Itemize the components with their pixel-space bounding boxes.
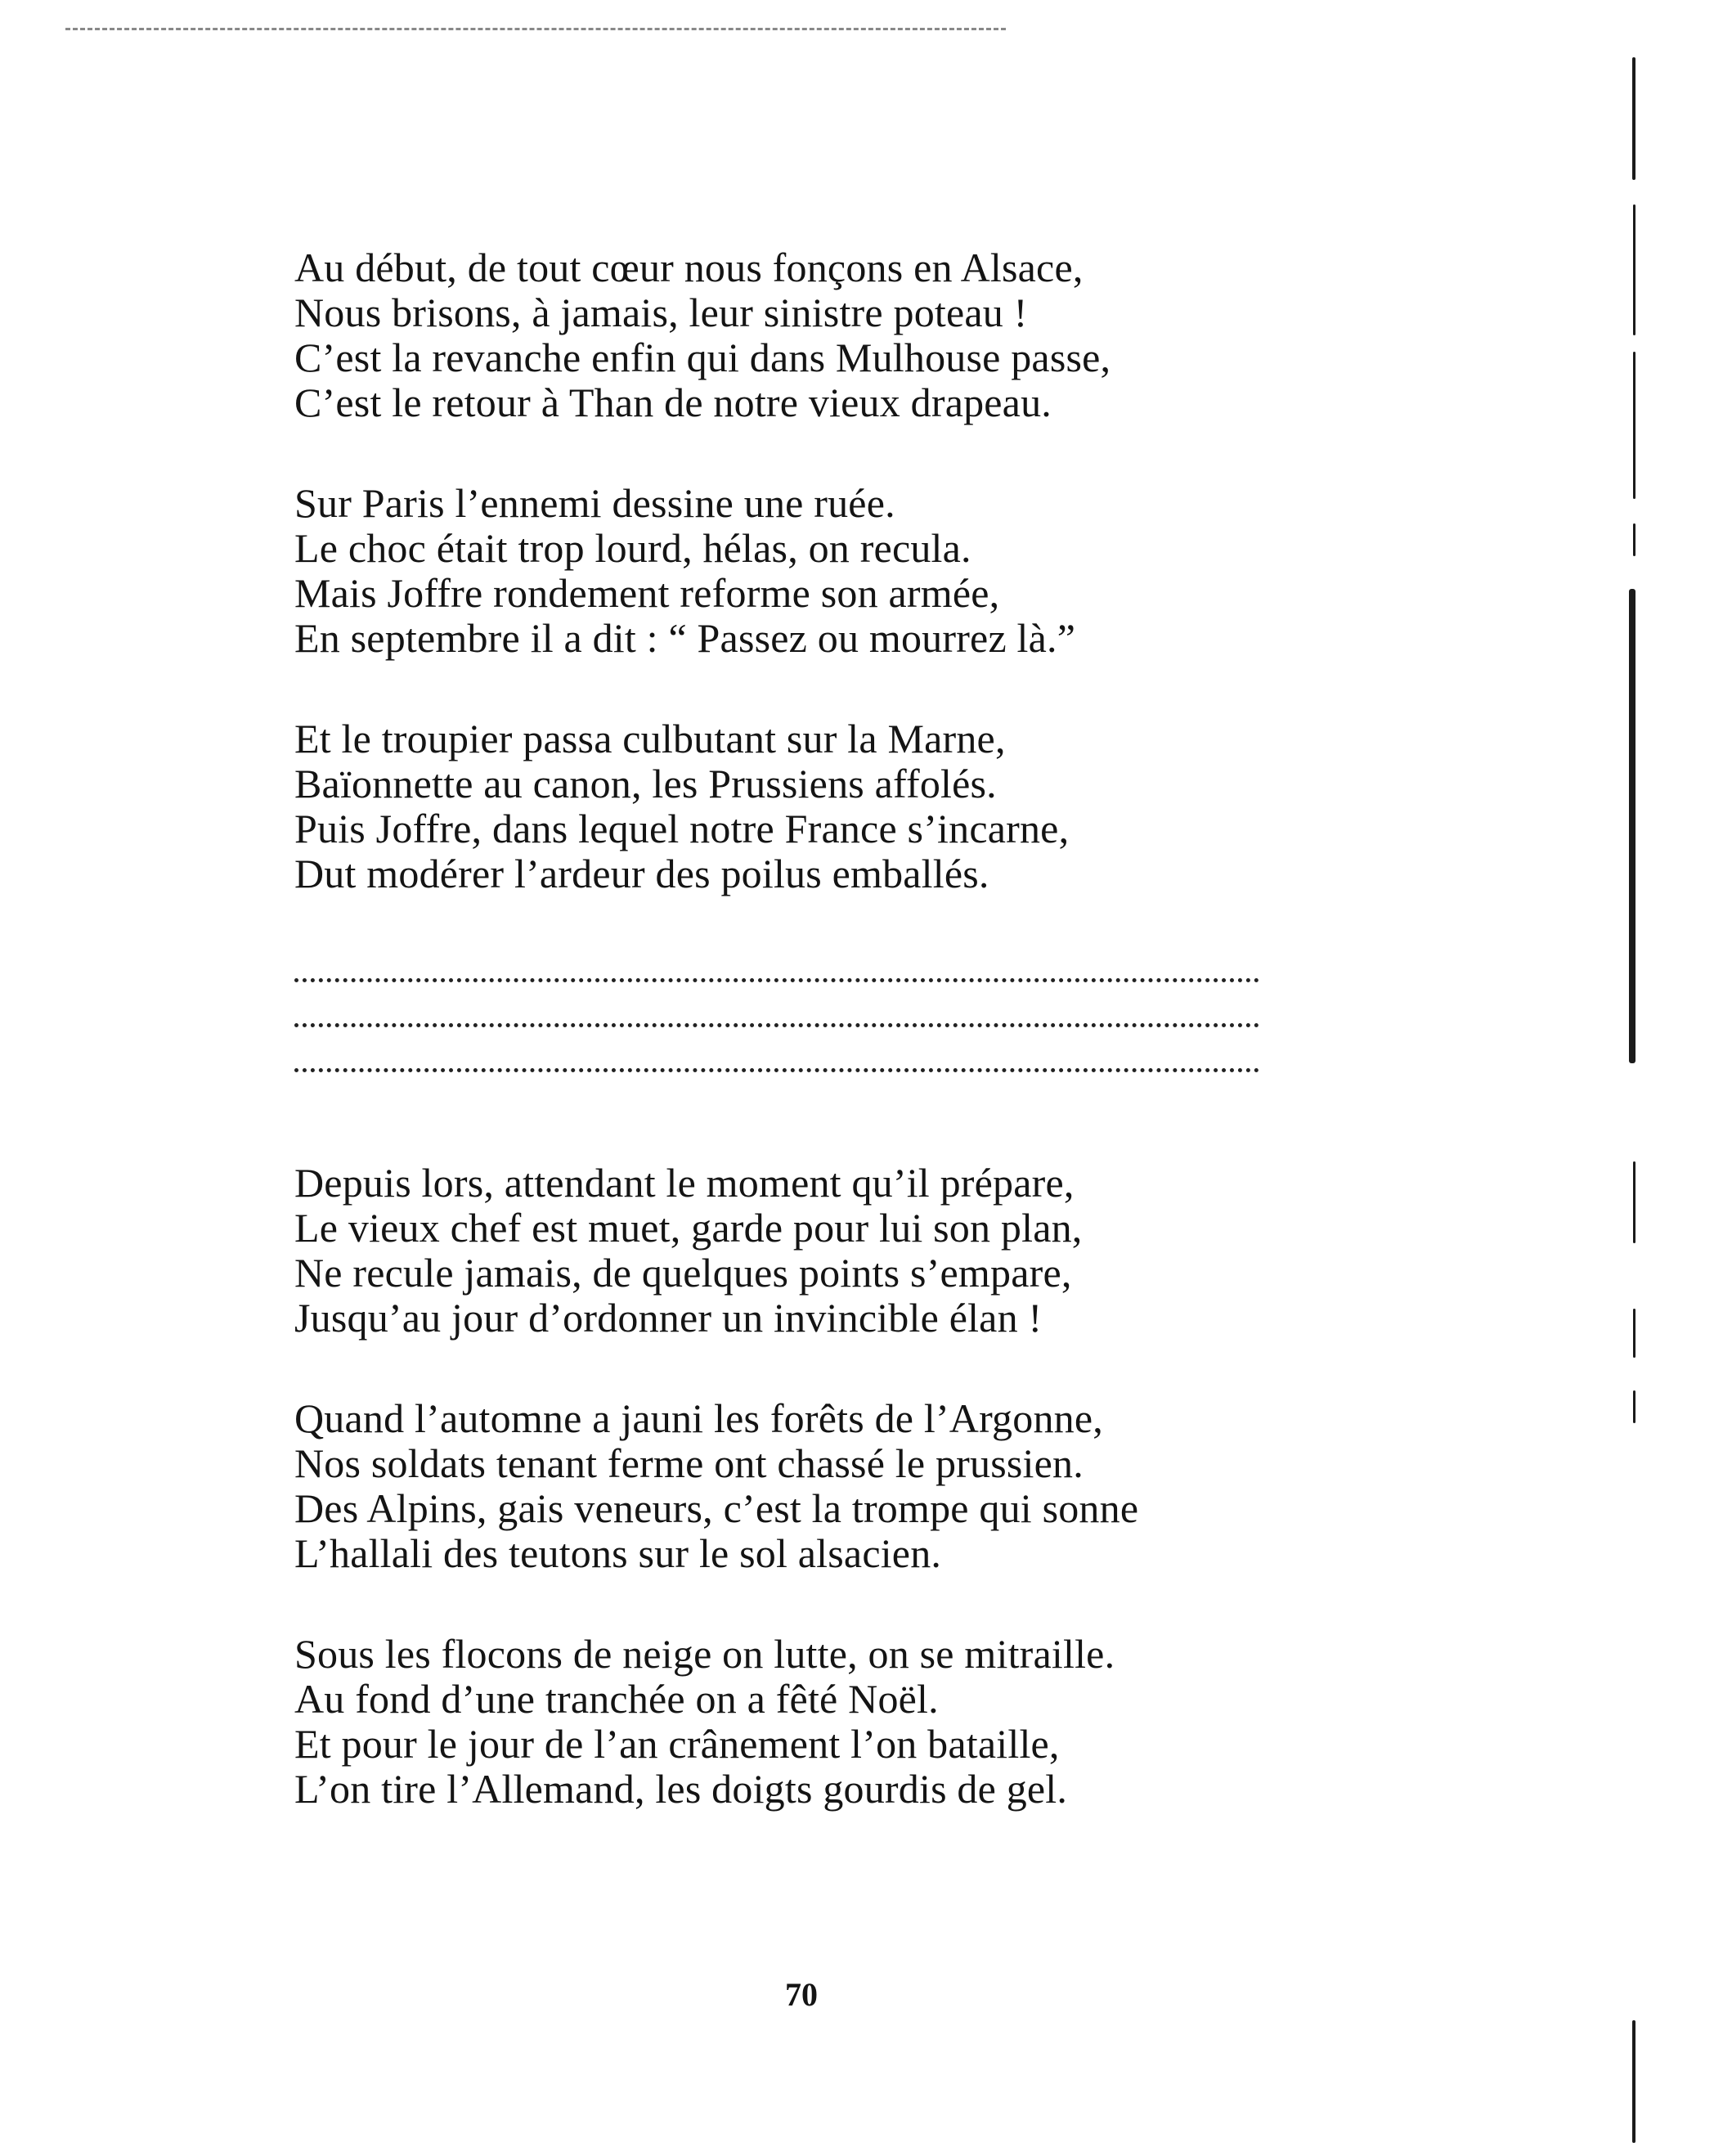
scan-edge-mark [1633,352,1635,499]
omitted-verse-ellipsis [294,952,1407,1087]
ellipsis-row [294,1042,1259,1087]
stanza [294,245,1407,425]
stanza [294,481,1407,661]
poem-text [294,245,1407,1867]
stanzas-before-break [294,245,1407,896]
verse-line: En septembre il a dit : “ Passez ou mourrez là.” [294,615,1076,661]
verse-line: Jusqu’au jour d’ordonner un invincible élan ! [294,1295,1043,1341]
scan-edge-mark [1632,57,1635,180]
verse-line: Sur Paris l’ennemi dessine une ruée. [294,480,895,526]
verse-line: Puis Joffre, dans lequel notre France s’incarne, [294,806,1070,851]
verse-line: Sous les flocons de neige on lutte, on se mitraille. [294,1631,1115,1677]
page-number: 70 [785,1976,818,2013]
verse-line: Nous brisons, à jamais, leur sinistre poteau ! [294,290,1028,335]
ellipsis-row [294,997,1259,1042]
stanza [294,1632,1407,1812]
verse-line: Le vieux chef est muet, garde pour lui son plan, [294,1205,1083,1251]
verse-line: Baïonnette au canon, les Prussiens affolés. [294,761,997,806]
stanza [294,716,1407,896]
scan-edge-mark [1633,1161,1635,1243]
scan-edge-mark [1633,1309,1635,1358]
verse-line: Au fond d’une tranchée on a fêté Noël. [294,1676,939,1722]
verse-line: Et pour le jour de l’an crânement l’on bataille, [294,1721,1060,1767]
stanza [294,1396,1407,1576]
scan-edge-mark [1632,2020,1635,2143]
ellipsis-row [294,952,1259,997]
verse-line: Le choc était trop lourd, hélas, on recula. [294,525,971,571]
verse-line: Depuis lors, attendant le moment qu’il prépare, [294,1160,1075,1206]
scan-top-border [65,28,1006,30]
verse-line: Au début, de tout cœur nous fonçons en Alsace, [294,245,1084,290]
verse-line: Et le troupier passa culbutant sur la Marne, [294,716,1006,761]
verse-line: Quand l’automne a jauni les forêts de l’Argonne, [294,1395,1103,1441]
verse-line: Nos soldats tenant ferme ont chassé le prussien. [294,1440,1084,1486]
verse-line: Ne recule jamais, de quelques points s’empare, [294,1250,1072,1296]
scan-edge-mark [1633,204,1635,335]
stanzas-after-break [294,1161,1407,1812]
stanza [294,1161,1407,1341]
scan-edge-mark [1629,589,1635,1063]
scan-edge-mark [1633,1390,1635,1423]
verse-line: Dut modérer l’ardeur des poilus emballés. [294,851,989,896]
verse-line: C’est la revanche enfin qui dans Mulhouse passe, [294,335,1111,380]
verse-line: L’hallali des teutons sur le sol alsacien. [294,1530,942,1576]
verse-line: Des Alpins, gais veneurs, c’est la trompe qui sonne [294,1485,1139,1531]
verse-line: Mais Joffre rondement reforme son armée, [294,570,1000,616]
verse-line: L’on tire l’Allemand, les doigts gourdis de gel. [294,1766,1068,1812]
verse-line: C’est le retour à Than de notre vieux drapeau. [294,380,1052,425]
scan-edge-mark [1633,523,1635,556]
